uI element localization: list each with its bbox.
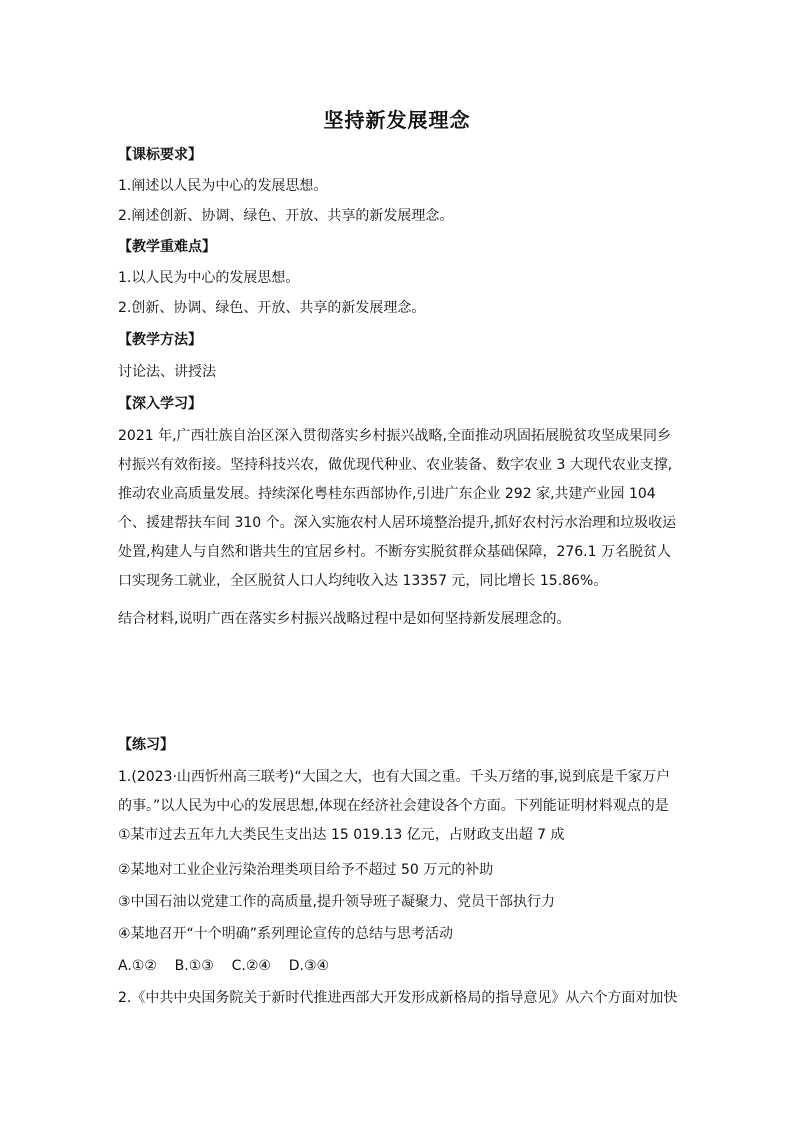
section-heading-practice: 【练习】 [118, 737, 174, 753]
page-title: 坚持新发展理念 [323, 108, 471, 132]
practice-question-1-stem: 1.(2023·山西忻州高三联考)“大国之大，也有大国之重。千头万绪的事,说到底是千家万户的事。”以人民为中心的发展思想,体现在经济社会建设各个方面。下列能证明材料观点的是①某市过去五年九大类民生支出达 15 019.13 亿元，占财政支出超 7 成 [118, 769, 671, 843]
key-point-item-2: 2.创新、协调、绿色、开放、共享的新发展理念。 [118, 300, 426, 316]
practice-q1-option-3: ③中国石油以党建工作的高质量,提升领导班子凝聚力、党员干部执行力 [118, 894, 555, 910]
section-heading-standard: 【课标要求】 [118, 147, 202, 163]
section-heading-key-points: 【教学重难点】 [118, 239, 216, 255]
deep-learning-question: 结合材料,说明广西在落实乡村振兴战略过程中是如何坚持新发展理念的。 [118, 611, 571, 627]
section-heading-method: 【教学方法】 [118, 332, 202, 348]
key-point-item-1: 1.以人民为中心的发展思想。 [118, 270, 300, 286]
practice-q1-option-4: ④某地召开“十个明确”系列理论宣传的总结与思考活动 [118, 926, 454, 942]
practice-q1-option-2: ②某地对工业企业污染治理类项目给予不超过 50 万元的补助 [118, 862, 494, 878]
method-text: 讨论法、讲授法 [118, 364, 216, 380]
standard-item-1: 1.阐述以人民为中心的发展思想。 [118, 178, 328, 194]
section-heading-deep-learning: 【深入学习】 [118, 396, 202, 412]
standard-item-2: 2.阐述创新、协调、绿色、开放、共享的新发展理念。 [118, 208, 454, 224]
practice-q1-choices: A.①② B.①③ C.②④ D.③④ [118, 958, 330, 974]
deep-learning-paragraph: 2021 年,广西壮族自治区深入贯彻落实乡村振兴战略,全面推动巩固拓展脱贫攻坚成果同乡村振兴有效衔接。坚持科技兴农，做优现代种业、农业装备、数字农业 3 大现代农业支撑,推动农业高质量发展。持续深化粤桂东西部协作,引进广东企业 292 家,共建产业园 104 个、援建帮扶车间 310 个。深入实施农村人居环境整治提升,抓好农村污水治理和垃圾收运处置,构建人与自然和谐共生的宜居乡村。不断夯实脱贫群众基础保障，276.1 万名脱贫人口实现务工就业，全区脱贫人口人均纯收入达 13357 元，同比增长 15.86%。 [118, 428, 677, 589]
practice-question-2-stem: 2.《中共中央国务院关于新时代推进西部大开发形成新格局的指导意见》从六个方面对加快 [118, 990, 678, 1006]
